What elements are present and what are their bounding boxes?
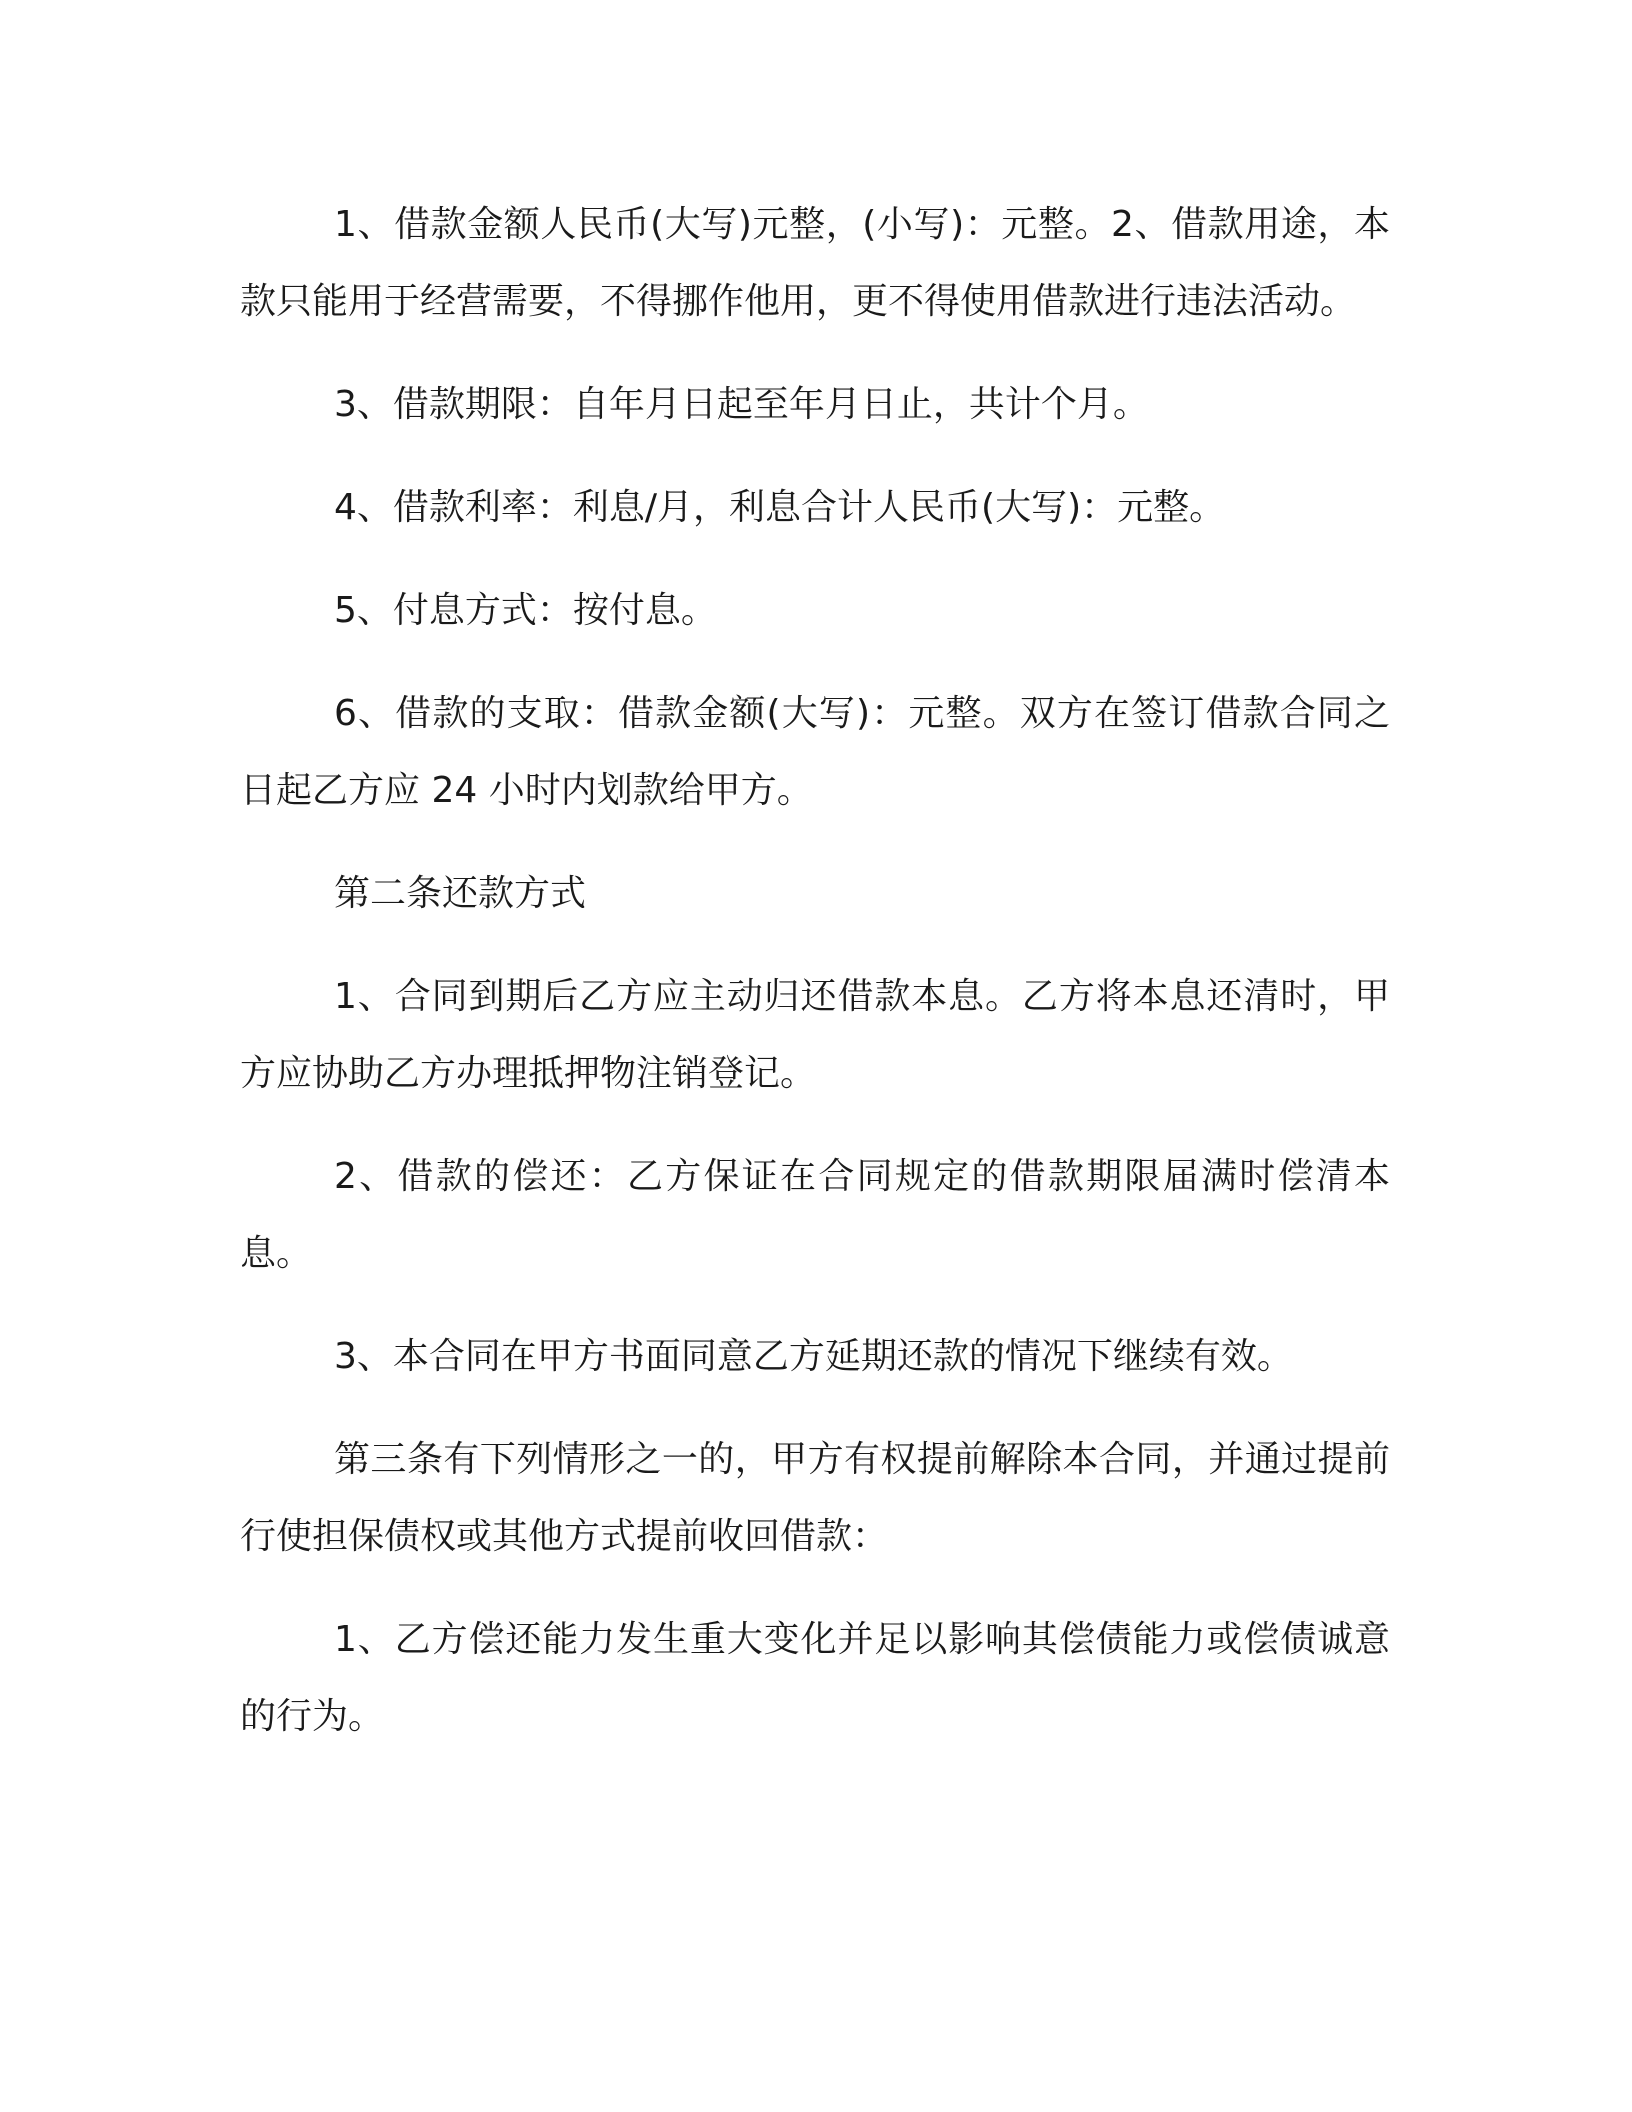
clause-loan-amount-purpose: 1、借款金额人民币(大写)元整，(小写)：元整。2、借款用途，本款只能用于经营需要，不得挪作他用，更不得使用借款进行违法活动。 (240, 204, 1390, 322)
document-body (240, 186, 1390, 1781)
clause-interest-payment: 5、付息方式：按付息。 (334, 590, 717, 631)
clause-loan-term: 3、借款期限：自年月日起至年月日止，共计个月。 (334, 384, 1149, 425)
section-heading-repayment: 第二条还款方式 (334, 873, 587, 914)
clause-extension-validity: 3、本合同在甲方书面同意乙方延期还款的情况下继续有效。 (334, 1336, 1293, 1377)
clause-interest-rate: 4、借款利率：利息/月，利息合计人民币(大写)：元整。 (334, 487, 1226, 528)
clause-loan-drawdown: 6、借款的支取：借款金额(大写)：元整。双方在签订借款合同之日起乙方应 24 小时内划款给甲方。 (240, 693, 1390, 811)
clause-termination-condition-1: 1、乙方偿还能力发生重大变化并足以影响其偿债能力或偿债诚意的行为。 (240, 1619, 1390, 1737)
clause-repayment-due: 1、合同到期后乙方应主动归还借款本息。乙方将本息还清时，甲方应协助乙方办理抵押物注销登记。 (240, 976, 1390, 1094)
clause-repayment-guarantee: 2、借款的偿还：乙方保证在合同规定的借款期限届满时偿清本息。 (240, 1156, 1390, 1274)
section-heading-termination: 第三条有下列情形之一的，甲方有权提前解除本合同，并通过提前行使担保债权或其他方式提前收回借款： (240, 1439, 1390, 1557)
